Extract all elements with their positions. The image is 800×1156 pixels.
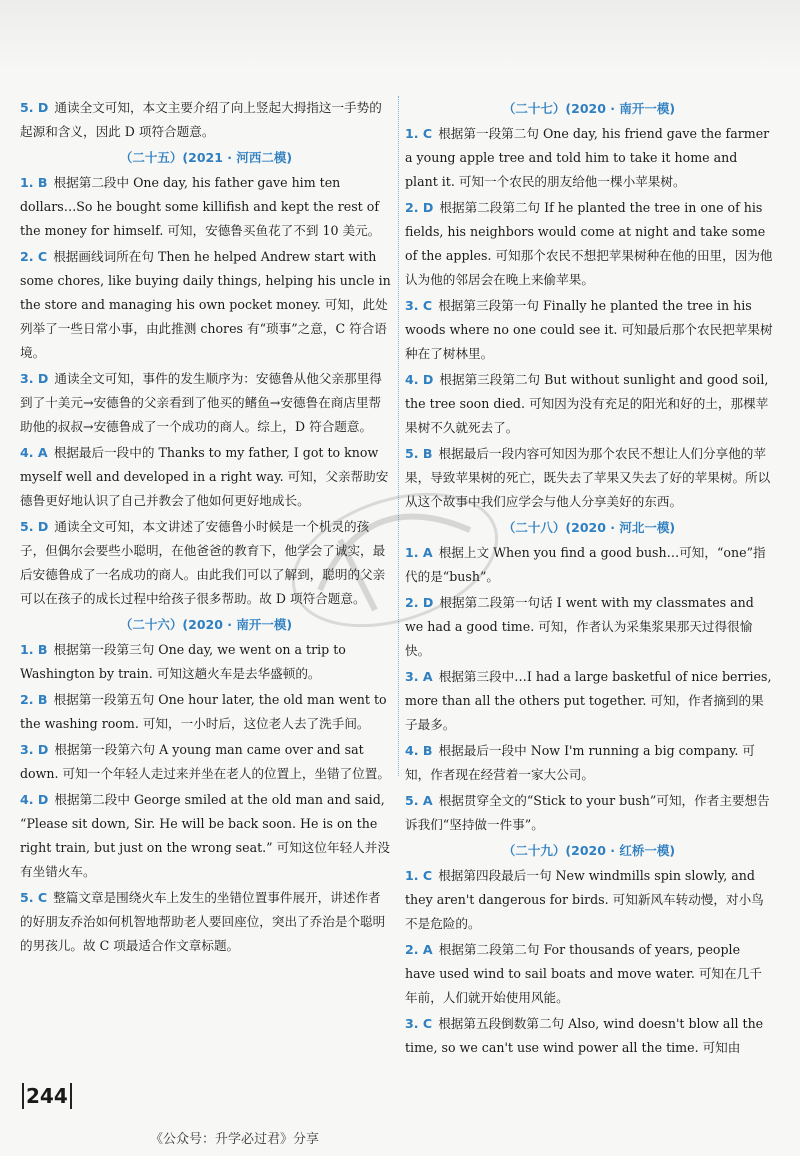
answer-explanation: 根据第三段第一句 Finally he planted the tree in his woods where no one could see it. 可知最后那个农民把苹果树种在了树林里。 bbox=[405, 298, 773, 361]
answer-item bbox=[405, 541, 773, 589]
answer-number: 3. C bbox=[405, 1016, 433, 1031]
answer-item bbox=[20, 738, 392, 786]
answer-number: 2. B bbox=[20, 692, 48, 707]
answer-explanation: 通读全文可知，事件的发生顺序为：安德鲁从他父亲那里得到了十美元→安德鲁的父亲看到了他买的鳍鱼→安德鲁在商店里帮助他的叔叔→安德鲁成了一个成功的商人。综上，D 符合题意。 bbox=[20, 371, 382, 434]
answer-explanation: 根据上文 When you find a good bush…可知，“one”指代的是“bush”。 bbox=[405, 545, 766, 584]
section-header: （二十五）(2021 · 河西二模) bbox=[119, 150, 293, 165]
answer-number: 2. A bbox=[405, 942, 433, 957]
right-column bbox=[405, 96, 773, 1062]
answer-explanation: 根据第二段第二句 For thousands of years, people have used wind to sail boats and move water. 可知在几千年前，人们就开始使用风能。 bbox=[405, 942, 762, 1005]
answer-number: 1. C bbox=[405, 868, 433, 883]
answer-number: 5. A bbox=[405, 793, 433, 808]
page-number: 244 bbox=[22, 1083, 72, 1109]
answer-item bbox=[405, 864, 773, 936]
section-header: （二十八）(2020 · 河北一模) bbox=[502, 520, 676, 535]
answer-number: 3. D bbox=[20, 742, 49, 757]
answer-explanation: 根据第一段第五句 One hour later, the old man went to the washing room. 可知，一小时后，这位老人去了洗手间。 bbox=[20, 692, 387, 731]
answer-item bbox=[405, 789, 773, 837]
answer-number: 3. C bbox=[405, 298, 433, 313]
answer-number: 1. B bbox=[20, 175, 48, 190]
answer-explanation: 通读全文可知，本文主要介绍了向上竖起大拇指这一手势的起源和含义，因此 D 项符合题意。 bbox=[20, 100, 382, 139]
answer-number: 4. D bbox=[405, 372, 434, 387]
answer-number: 2. D bbox=[405, 200, 434, 215]
answer-item bbox=[20, 638, 392, 686]
answer-explanation: 根据画线词所在句 Then he helped Andrew start with some chores, like buying daily things, helping his uncle in the store and managing his own pocket money. 可知，此处列举了一些日常小事，由此推测 chores 有“琐事”之意，C 符合语境。 bbox=[20, 249, 391, 360]
answer-explanation: 根据第二段第二句 If he planted the tree in one of his fields, his neighbors would come at night and take some of the apples. 可知那个农民不想把苹果树种在他的田里，因为他认为他的邻居会在晚上来偷苹果。 bbox=[405, 200, 773, 287]
answer-number: 5. B bbox=[405, 446, 433, 461]
answer-number: 1. A bbox=[405, 545, 433, 560]
answer-number: 1. C bbox=[405, 126, 433, 141]
answer-number: 5. D bbox=[20, 100, 49, 115]
answer-explanation: 根据第四段最后一句 New windmills spin slowly, and they aren't dangerous for birds. 可知新风车转动慢，对小鸟不是危险的。 bbox=[405, 868, 764, 931]
answer-explanation: 根据第三段中…I had a large basketful of nice berries, more than all the others put together. 可知，作者摘到的果子最多。 bbox=[405, 669, 772, 732]
answer-item bbox=[20, 367, 392, 439]
answer-item bbox=[405, 739, 773, 787]
section-header: （二十六）(2020 · 南开一模) bbox=[119, 617, 293, 632]
answer-item bbox=[405, 591, 773, 663]
footer-credit: 《公众号：升学必过君》分享 bbox=[150, 1132, 320, 1147]
answer-number: 2. C bbox=[20, 249, 48, 264]
answer-item bbox=[405, 368, 773, 440]
answer-number: 4. D bbox=[20, 792, 49, 807]
answer-explanation: 根据最后一段中 Now I'm running a big company. 可知，作者现在经营着一家大公司。 bbox=[405, 743, 755, 782]
answer-item bbox=[405, 938, 773, 1010]
left-column bbox=[20, 96, 392, 960]
page-top-shade bbox=[0, 0, 800, 70]
answer-item bbox=[20, 441, 392, 513]
answer-item bbox=[20, 245, 392, 365]
answer-number: 4. A bbox=[20, 445, 48, 460]
answer-number: 4. B bbox=[405, 743, 433, 758]
answer-explanation: 根据贯穿全文的“Stick to your bush”可知，作者主要想告诉我们“坚持做一件事”。 bbox=[405, 793, 770, 832]
answer-item bbox=[405, 294, 773, 366]
answer-item bbox=[20, 515, 392, 611]
answer-number: 3. D bbox=[20, 371, 49, 386]
answer-number: 2. D bbox=[405, 595, 434, 610]
answer-explanation: 根据最后一段内容可知因为那个农民不想让人们分享他的苹果，导致苹果树的死亡，既失去了苹果又失去了好的苹果树。所以从这个故事中我们应学会与他人分享美好的东西。 bbox=[405, 446, 771, 509]
answer-explanation: 根据第二段第一句话 I went with my classmates and we had a good time. 可知，作者认为采集浆果那天过得很愉快。 bbox=[405, 595, 754, 658]
answer-item bbox=[405, 665, 773, 737]
answer-explanation: 根据第一段第六句 A young man came over and sat down. 可知一个年轻人走过来并坐在老人的位置上，坐错了位置。 bbox=[20, 742, 390, 781]
answer-number: 5. D bbox=[20, 519, 49, 534]
answer-number: 5. C bbox=[20, 890, 48, 905]
answer-explanation: 根据第二段中 George smiled at the old man and said, “Please sit down, Sir. He will be back soon. He is on the right train, but just on the wrong seat.” 可知这位年轻人并没有坐错火车。 bbox=[20, 792, 390, 879]
answer-explanation: 通读全文可知，本文讲述了安德鲁小时候是一个机灵的孩子，但偶尔会要些小聪明，在他爸爸的教育下，他学会了诚实，最后安德鲁成了一名成功的商人。由此我们可以了解到，聪明的父亲可以在孩子的成长过程中给孩子很多帮助。故 D 项符合题意。 bbox=[20, 519, 386, 606]
answer-explanation: 整篇文章是围绕火车上发生的坐错位置事件展开，讲述作者的好朋友乔治如何机智地帮助老人要回座位，突出了乔治是个聪明的男孩儿。故 C 项最适合作文章标题。 bbox=[20, 890, 386, 953]
answer-item bbox=[20, 886, 392, 958]
answer-explanation: 根据第一段第三句 One day, we went on a trip to Washington by train. 可知这趟火车是去华盛顿的。 bbox=[20, 642, 346, 681]
answer-item bbox=[405, 122, 773, 194]
answer-explanation: 根据第三段第二句 But without sunlight and good soil, the tree soon died. 可知因为没有充足的阳光和好的土，那棵苹果树不久就死去了。 bbox=[405, 372, 769, 435]
answer-item bbox=[20, 788, 392, 884]
answer-explanation: 根据第二段中 One day, his father gave him ten dollars…So he bought some killifish and kept the rest of the money for himself. 可知，安德鲁买鱼花了不到 10 美元。 bbox=[20, 175, 381, 238]
answer-explanation: 根据第五段倒数第二句 Also, wind doesn't blow all the time, so we can't use wind power all the time. 可知由 bbox=[405, 1016, 764, 1055]
answer-item bbox=[405, 1012, 773, 1060]
answer-explanation: 根据第一段第二句 One day, his friend gave the farmer a young apple tree and told him to take it home and plant it. 可知一个农民的朋友给他一棵小苹果树。 bbox=[405, 126, 770, 189]
answer-item bbox=[20, 171, 392, 243]
answer-number: 1. B bbox=[20, 642, 48, 657]
answer-number: 3. A bbox=[405, 669, 433, 684]
answer-item bbox=[405, 196, 773, 292]
answer-item bbox=[20, 96, 392, 144]
answer-explanation: 根据最后一段中的 Thanks to my father, I got to know myself well and developed in a right way. 可知，父亲帮助安德鲁更好地认识了自己并教会了他如何更好地成长。 bbox=[20, 445, 389, 508]
section-header: （二十七）(2020 · 南开一模) bbox=[502, 101, 676, 116]
section-header: （二十九）(2020 · 红桥一模) bbox=[502, 843, 676, 858]
answer-item bbox=[20, 688, 392, 736]
answer-item bbox=[405, 442, 773, 514]
column-divider bbox=[398, 96, 399, 776]
